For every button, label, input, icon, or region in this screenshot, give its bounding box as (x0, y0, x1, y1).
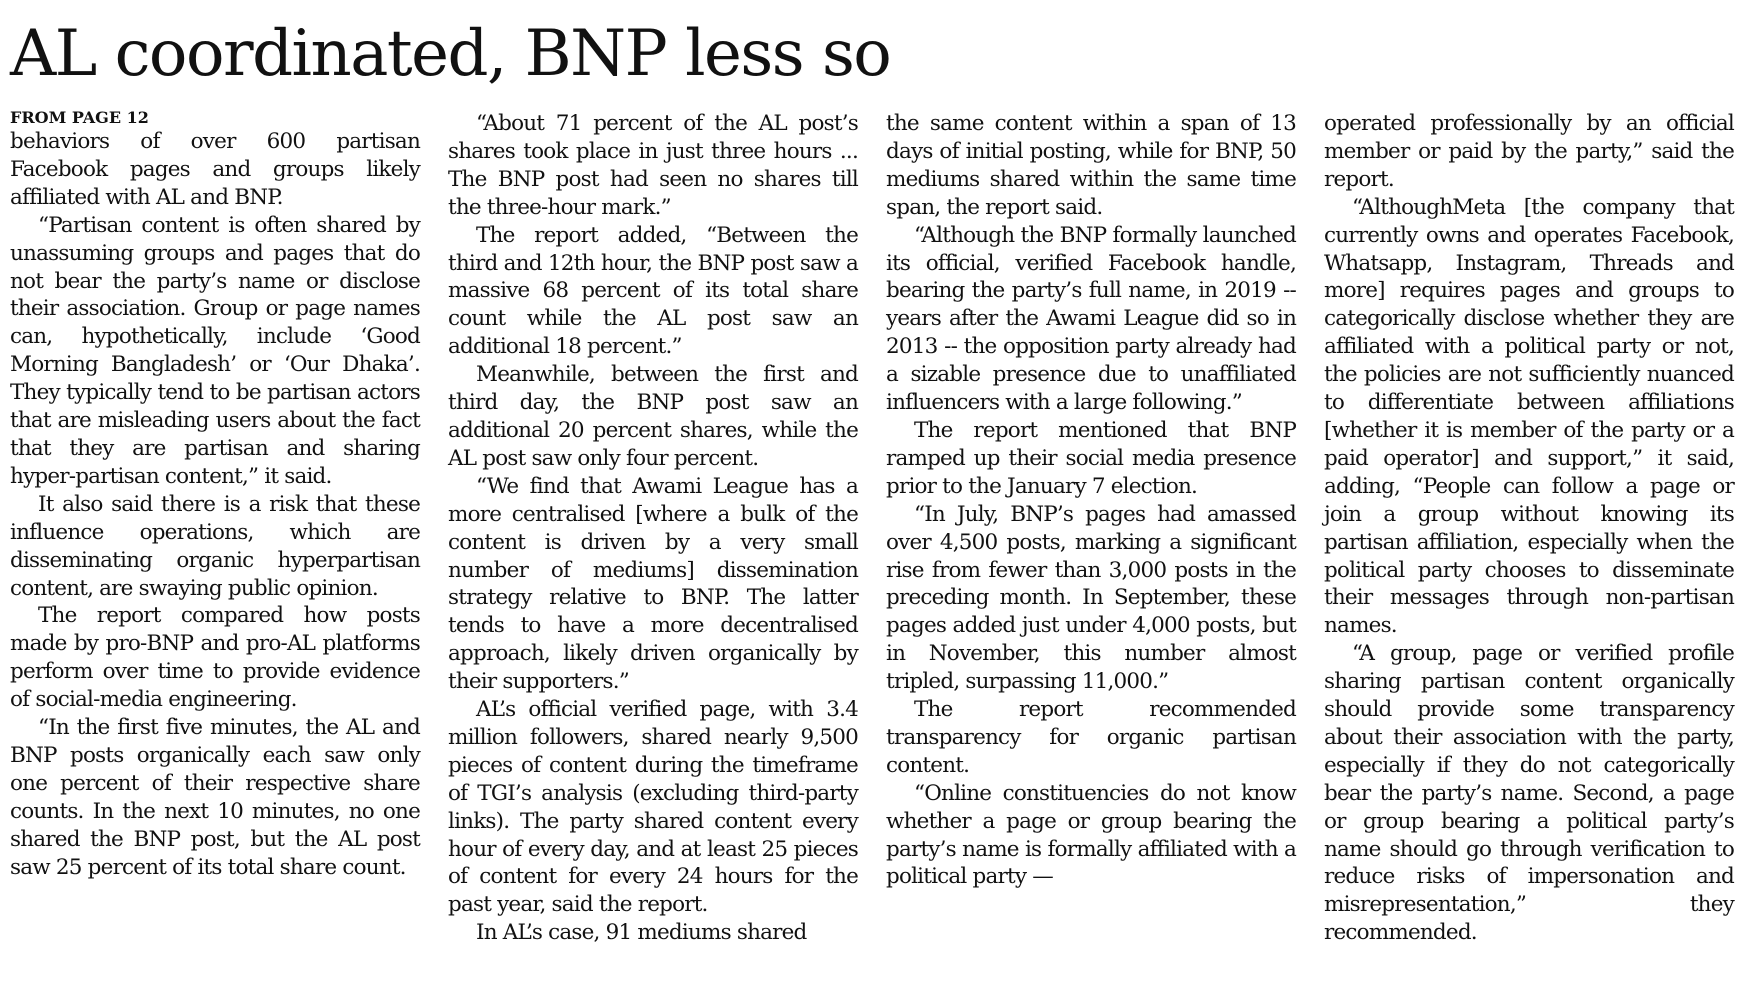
paragraph: operated professionally by an official member or paid by the party,” said the report. (1324, 111, 1734, 192)
paragraph: “Partisan content is often shared by unassuming groups and pages that do not bear the party’s name or disclose their association. Group or page names can, hypothetically, include ‘Good Morning Bangladesh’ or ‘Our Dhaka’. They typically tend to be partisan actors that are misleading users about the fact that they are partisan and sharing hyper-partisan content,” it said. (10, 212, 420, 489)
paragraph: In AL’s case, 91 mediums shared (476, 920, 807, 946)
paragraph: “In the first five minutes, the AL and BNP posts organically each saw only one percent of their respective share counts. In the next 10 minutes, no one shared the BNP post, but the AL post saw 25 percent of its total share count. (10, 715, 420, 880)
paragraph: AL’s official verified page, with 3.4 million followers, shared nearly 9,500 pieces of content during the timeframe of TGI’s analysis (excluding third-party links). The party shared content every hour of every day, and at least 25 pieces of content for every 24 hours for the past year, said the report. (448, 697, 858, 918)
headline: AL coordinated, BNP less so (10, 17, 891, 91)
paragraph: the same content within a span of 13 days of initial posting, while for BNP, 50 mediums shared within the same time span, the report said. (886, 111, 1296, 220)
paragraph: “Although the BNP formally launched its official, verified Facebook handle, bearing the party’s full name, in 2019 -- years after the Awami League did so in 2013 -- the opposition party already had a sizable presence due to unaffiliated influencers with a large following.” (886, 222, 1296, 416)
paragraph: “We find that Awami League has a more centralised [where a bulk of the content is driven by a very small number of mediums] dissemination strategy relative to BNP. The latter tends to have a more decentralised approach, likely driven organically by their supporters.” (448, 473, 858, 695)
paragraph: It also said there is a risk that these influence operations, which are disseminating organic hyperpartisan content, are swaying public opinion. (10, 491, 420, 601)
paragraph: “About 71 percent of the AL post’s shares took place in just three hours ... The BNP post had seen no shares till the three-hour mark.” (448, 111, 858, 220)
paragraph: “Online constituencies do not know whether a page or group bearing the party’s name is formally affiliated with a political party — (886, 780, 1296, 890)
paragraph: Meanwhile, between the first and third day, the BNP post saw an additional 20 percent shares, while the AL post saw only four percent. (448, 362, 858, 471)
paragraph: “A group, page or verified profile sharing partisan content organically should provide some transparency about their association with the party, especially if they do not categorically bear the party’s name. Second, a page or group bearing a political party’s name should go through verification to reduce risks of impersonation and misrepresentation,” they recommended. (1324, 641, 1734, 946)
article-column-4 (1324, 110, 1734, 947)
paragraph: behaviors of over 600 partisan Facebook pages and groups likely affiliated with AL and BNP. (10, 129, 420, 210)
article-column-3 (886, 110, 1296, 891)
article-column-2 (448, 110, 858, 947)
paragraph: The report mentioned that BNP ramped up their social media presence prior to the January 7 election. (886, 417, 1296, 499)
paragraph: The report compared how posts made by pro-BNP and pro-AL platforms perform over time to provide evidence of social-media engineering. (10, 603, 420, 713)
article-column-1 (10, 108, 420, 881)
paragraph: The report recommended transparency for organic partisan content. (886, 697, 1296, 778)
paragraph: “In July, BNP’s pages had amassed over 4,500 posts, marking a significant rise from fewer than 3,000 posts in the preceding month. In September, these pages added just under 4,000 posts, but in November, this number almost tripled, surpassing 11,000.” (886, 501, 1296, 695)
paragraph: The report added, “Between the third and 12th hour, the BNP post saw a massive 68 percent of its total share count while the AL post saw an additional 18 percent.” (448, 222, 858, 360)
paragraph: “AlthoughMeta [the company that currently owns and operates Facebook, Whatsapp, Instagram, Threads and more] requires pages and groups to categorically disclose whether they are affiliated with a political party or not, the policies are not sufficiently nuanced to differentiate between affiliations [whether it is member of the party or a paid operator] and support,” it said, adding, “People can follow a page or join a group without knowing its partisan affiliation, especially when the political party chooses to disseminate their messages through non-partisan names. (1324, 194, 1734, 639)
continued-from-label: FROM PAGE 12 (10, 108, 149, 127)
